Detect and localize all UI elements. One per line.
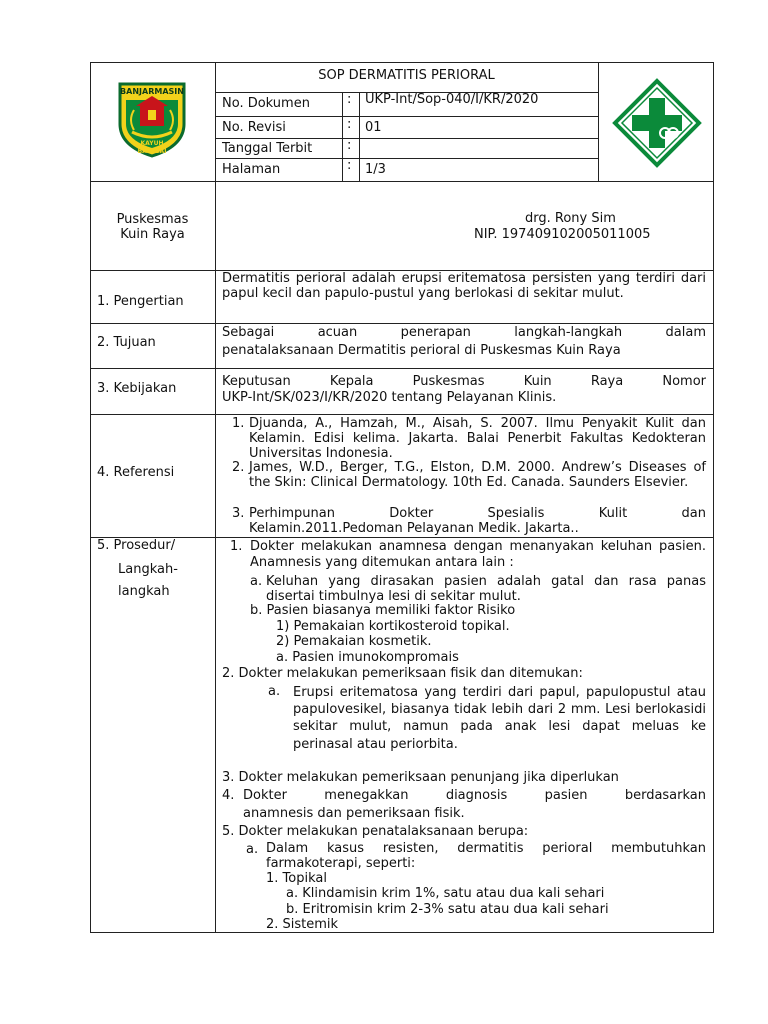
step-letter: a. [250, 574, 263, 589]
field-label-no-revisi: No. Revisi [222, 120, 286, 135]
divider [215, 158, 598, 159]
emblem-top-text: BANJARMASIN [120, 87, 184, 96]
divider [90, 414, 714, 415]
procedure-step: Dokter melakukan anamnesa dengan menanyakan keluhan pasien. Anamnesis yang ditemukan antara lain : [250, 539, 706, 570]
reference-item: James, W.D., Berger, T.G., Elston, D.M. 2000. Andrew’s Diseases of the Skin: Clinical Dermatology. 10th Ed. Canada. Saunders Elsevier. [249, 460, 706, 490]
section-label-tujuan: 2. Tujuan [97, 335, 156, 350]
reference-item: Kelamin.2011.Pedoman Pelayanan Medik. Jakarta.. [249, 521, 579, 536]
procedure-step: Dokter menegakkan diagnosis pasien berdasarkan [243, 788, 706, 803]
divider [215, 138, 598, 139]
section-label-kebijakan: 3. Kebijakan [97, 381, 177, 396]
procedure-step: 5. Dokter melakukan penatalaksanaan berupa: [222, 824, 529, 839]
section-text-tujuan-line2: penatalaksanaan Dermatitis perioral di Puskesmas Kuin Raya [222, 343, 621, 358]
org-name-line2: Kuin Raya [120, 227, 185, 242]
section-label-referensi: 4. Referensi [97, 465, 175, 480]
divider [215, 116, 598, 117]
divider [90, 537, 714, 538]
section-text-pengertian: Dermatitis perioral adalah erupsi eritematosa persisten yang terdiri dari papul kecil dan papulo-pustul yang berlokasi di sekitar mulut. [222, 271, 706, 301]
procedure-step: 3. Dokter melakukan pemeriksaan penunjang jika diperlukan [222, 770, 619, 785]
divider [90, 323, 714, 324]
reference-item: Perhimpunan Dokter Spesialis Kulit dan [249, 506, 706, 521]
reference-number: 1. [232, 416, 245, 431]
field-sep: : [347, 158, 352, 173]
document-title: SOP DERMATITIS PERIORAL [318, 68, 495, 83]
reference-number: 3. [232, 506, 245, 521]
field-sep: : [347, 117, 352, 132]
city-emblem-logo [114, 80, 190, 158]
divider [598, 62, 599, 181]
field-label-tanggal-terbit: Tanggal Terbit [222, 141, 313, 156]
section-text-kebijakan-line1: Keputusan Kepala Puskesmas Kuin Raya Nomor [222, 374, 706, 389]
emblem-bottom-text: KAYUH BAIMBAI [137, 140, 167, 155]
field-sep: : [347, 92, 352, 107]
procedure-step: anamnesis dan pemeriksaan fisik. [243, 806, 465, 821]
divider [215, 62, 216, 933]
procedure-substep: 2) Pemakaian kosmetik. [276, 634, 432, 649]
signer-nip: NIP. 197409102005011005 [474, 227, 651, 242]
signer-name: drg. Rony Sim [525, 211, 616, 226]
org-name-line1: Puskesmas [116, 212, 189, 227]
section-text-kebijakan-line2: UKP-Int/SK/023/I/KR/2020 tentang Pelayanan Klinis. [222, 390, 557, 405]
field-value-no-dokumen: UKP-Int/Sop-040/I/KR/2020 [365, 92, 539, 107]
section-label-prosedur: langkah [118, 584, 170, 599]
field-value-no-revisi: 01 [365, 120, 382, 135]
field-label-halaman: Halaman [222, 162, 281, 177]
field-value-halaman: 1/3 [365, 162, 386, 177]
step-letter: a. [246, 842, 259, 857]
puskesmas-cross-icon [612, 78, 702, 168]
reference-number: 2. [232, 460, 245, 475]
procedure-substep: Keluhan yang dirasakan pasien adalah gatal dan rasa panas disertai timbulnya lesi di sekitar mulut. [266, 574, 706, 604]
procedure-substep: a. Klindamisin krim 1%, satu atau dua kali sehari [286, 886, 605, 901]
section-text-tujuan-line1: Sebagai acuan penerapan langkah-langkah dalam [222, 325, 706, 340]
puskesmas-logo [612, 78, 702, 168]
section-label-prosedur: 5. Prosedur/ [97, 538, 176, 553]
procedure-substep: Erupsi eritematosa yang terdiri dari papul, papulopustul atau papulovesikel, biasanya tidak lebih dari 2 mm. Lesi berlokasidi sekitar mulut, namun pada anak lesi dapat meluas ke perinasal atau periorbita. [293, 685, 706, 752]
procedure-substep: 1) Pemakaian kortikosteroid topikal. [276, 619, 510, 634]
divider [90, 181, 714, 182]
reference-item: Djuanda, A., Hamzah, M., Aisah, S. 2007. Ilmu Penyakit Kulit dan Kelamin. Edisi kelima. Jakarta. Balai Penerbit Fakultas Kedokteran Universitas Indonesia. [249, 416, 706, 461]
procedure-substep: Dalam kasus resisten, dermatitis perioral membutuhkan farmakoterapi, seperti: [266, 841, 706, 871]
field-label-no-dokumen: No. Dokumen [222, 96, 310, 111]
step-number: 1. [230, 539, 243, 554]
procedure-substep: 2. Sistemik [266, 917, 339, 932]
procedure-step: 2. Dokter melakukan pemeriksaan fisik dan ditemukan: [222, 666, 583, 681]
divider [90, 368, 714, 369]
divider [342, 92, 343, 181]
field-sep: : [347, 138, 352, 153]
divider [359, 92, 360, 181]
procedure-substep: b. Eritromisin krim 2-3% satu atau dua kali sehari [286, 902, 609, 917]
section-label-pengertian: 1. Pengertian [97, 294, 184, 309]
procedure-substep: 1. Topikal [266, 871, 327, 886]
step-number: 4. [222, 788, 235, 803]
section-label-prosedur: Langkah- [118, 562, 178, 577]
procedure-substep: b. Pasien biasanya memiliki faktor Risiko [250, 603, 516, 618]
step-letter: a. [268, 684, 281, 699]
procedure-substep: a. Pasien imunokompromais [276, 650, 459, 665]
